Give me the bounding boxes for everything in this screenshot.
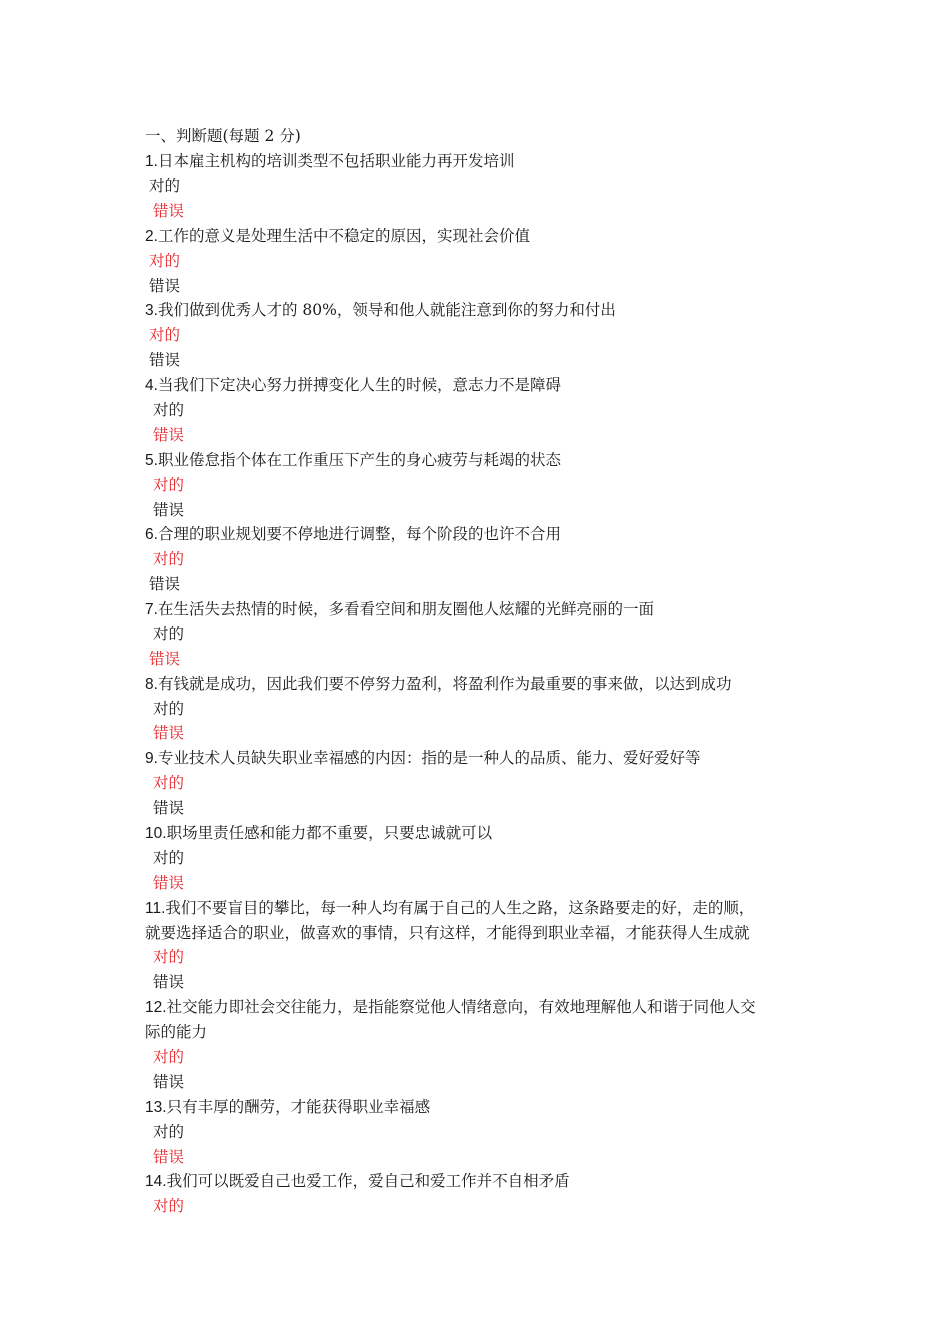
question-text: 有钱就是成功，因此我们要不停努力盈利，将盈利作为最重要的事来做，以达到成功 [157,675,732,693]
question-text: 我们不要盲目的攀比，每一种人均有属于自己的人生之路，这条路要走的好，走的顺， [165,899,755,917]
question-text: 我们做到优秀人才的 80%，领导和他人就能注意到你的努力和付出 [157,301,616,319]
option-true-selected: 对的 [153,550,185,568]
question-7 [145,599,654,620]
question-number: 2. [145,228,158,245]
option-true-selected: 对的 [149,252,181,270]
option-false: 错误 [149,351,181,369]
question-number: 3. [145,302,158,319]
option-false: 错误 [153,501,185,519]
question-text: 职业倦怠指个体在工作重压下产生的身心疲劳与耗竭的状态 [157,451,561,469]
option-true-selected: 对的 [153,774,185,792]
question-text: 当我们下定决心努力拼搏变化人生的时候，意志力不是障碍 [157,376,561,394]
question-text: 只有丰厚的酬劳，才能获得职业幸福感 [166,1098,431,1116]
question-9 [145,748,700,769]
option-false-selected: 错误 [149,650,181,668]
option-true-selected: 对的 [153,1048,185,1066]
option-false: 错误 [153,1073,185,1091]
option-true: 对的 [153,1123,185,1141]
question-14 [145,1171,570,1192]
question-text: 工作的意义是处理生活中不稳定的原因，实现社会价值 [157,227,530,245]
question-5 [145,450,561,471]
question-number: 11. [145,900,166,917]
option-false-selected: 错误 [153,1148,185,1166]
question-text: 职场里责任感和能力都不重要，只要忠诚就可以 [166,824,493,842]
question-number: 7. [145,601,158,618]
option-false: 错误 [149,277,181,295]
question-text: 社交能力即社会交往能力，是指能察觉他人情绪意向，有效地理解他人和谐于同他人交 [166,998,756,1016]
question-number: 10. [145,825,167,842]
question-text: 在生活失去热情的时候，多看看空间和朋友圈他人炫耀的光鲜亮丽的一面 [157,600,654,618]
question-number: 14. [145,1173,167,1190]
question-text: 日本雇主机构的培训类型不包括职业能力再开发培训 [157,152,515,170]
question-text-continued: 际的能力 [145,1023,208,1041]
question-8 [145,674,731,695]
question-1 [145,151,514,172]
question-number: 4. [145,377,158,394]
question-3 [145,300,616,321]
option-false-selected: 错误 [153,724,185,742]
question-text: 专业技术人员缺失职业幸福感的内因：指的是一种人的品质、能力、爱好爱好等 [157,749,701,767]
question-number: 8. [145,676,158,693]
question-number: 6. [145,526,158,543]
option-true-selected: 对的 [153,1197,185,1215]
question-10 [145,823,492,844]
question-text-continued: 就要选择适合的职业，做喜欢的事情，只有这样，才能得到职业幸福，才能获得人生成就 [145,924,750,942]
option-true: 对的 [153,700,185,718]
section-title: 一、判断题(每题 2 分) [145,127,301,145]
question-text: 合理的职业规划要不停地进行调整，每个阶段的也许不合用 [157,525,561,543]
option-false-selected: 错误 [153,202,185,220]
question-number: 5. [145,452,158,469]
option-true: 对的 [149,177,181,195]
option-false: 错误 [153,973,185,991]
question-6 [145,524,561,545]
question-number: 1. [145,153,158,170]
question-4 [145,375,561,396]
option-false-selected: 错误 [153,874,185,892]
question-13 [145,1097,430,1118]
option-false-selected: 错误 [153,426,185,444]
question-number: 13. [145,1099,167,1116]
question-number: 12. [145,999,167,1016]
question-11 [145,898,754,919]
option-false: 错误 [149,575,181,593]
option-true-selected: 对的 [153,948,185,966]
option-true: 对的 [153,849,185,867]
question-2 [145,226,530,247]
question-text: 我们可以既爱自己也爱工作，爱自己和爱工作并不自相矛盾 [166,1172,570,1190]
option-false: 错误 [153,799,185,817]
option-true: 对的 [153,625,185,643]
option-true-selected: 对的 [153,476,185,494]
question-number: 9. [145,750,158,767]
question-12 [145,997,756,1018]
option-true: 对的 [153,401,185,419]
option-true-selected: 对的 [149,326,181,344]
